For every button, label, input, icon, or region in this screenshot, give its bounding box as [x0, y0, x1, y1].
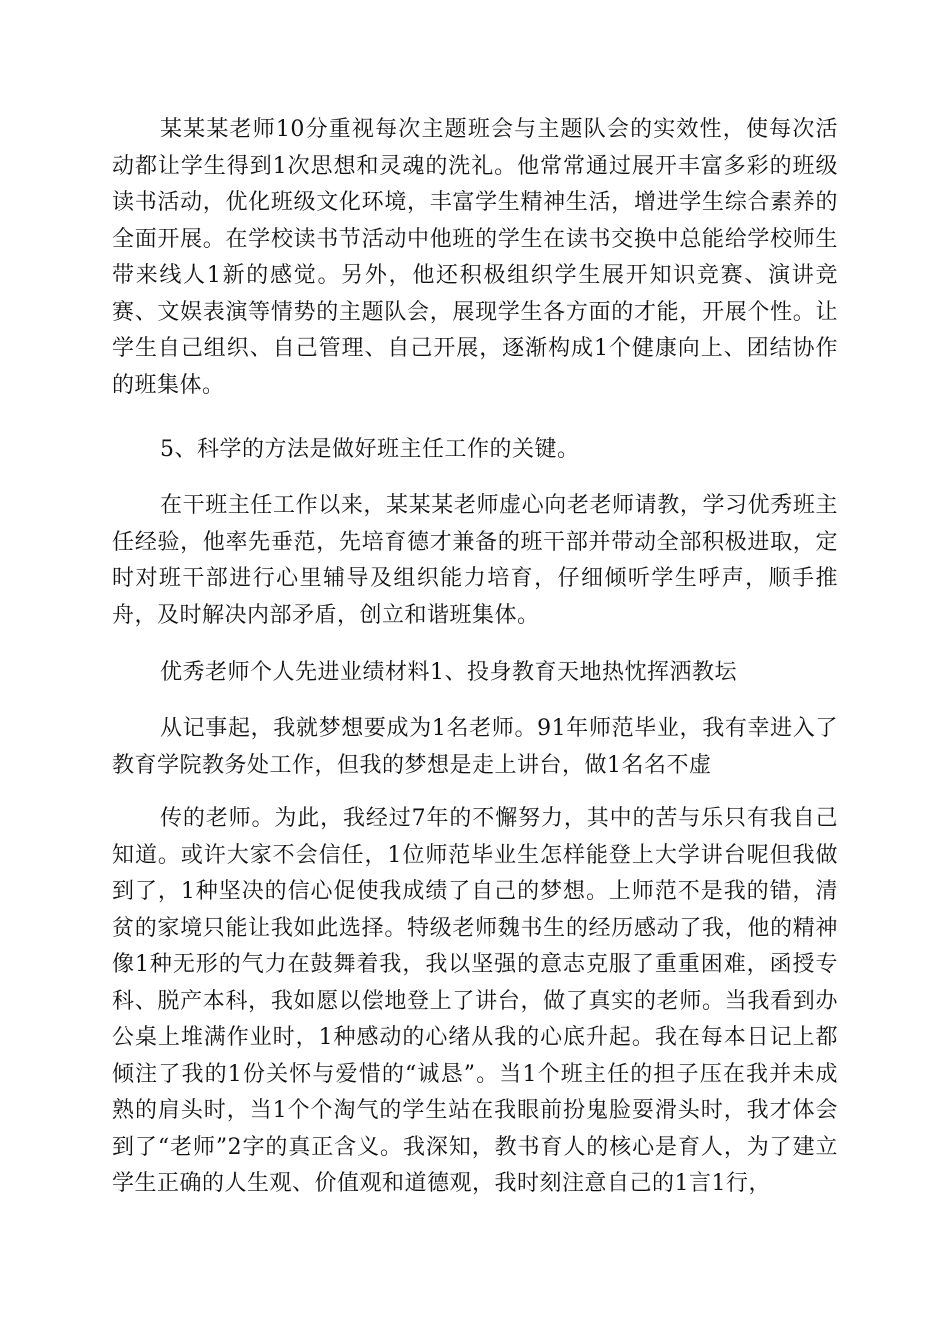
paragraph-method-heading: 5、科学的方法是做好班主任工作的关键。: [160, 437, 580, 462]
paragraph-section-title: 优秀老师个人先进业绩材料1、投身教育天地热忱挥洒教坛: [160, 660, 737, 685]
paragraph-class-meetings: 某某某老师10分重视每次主题班会与主题队会的实效性，使每次活动都让学生得到1次思想和灵魂的洗礼。他常常通过展开丰富多彩的班级读书活动，优化班级文化环境，丰富学生精神生活，增进学生综合素养的全面开展。在学校读书节活动中他班的学生在读书交换中总能给学校师生带来线人1新的感觉。另外，他还积极组织学生展开知识竞赛、演讲竞赛、文娱表演等情势的主题队会，展现学生各方面的才能，开展个性。让学生自己组织、自己管理、自己开展，逐渐构成1个健康向上、团结协作的班集体。: [112, 117, 838, 398]
paragraph-dream-teacher: 从记事起，我就梦想要成为1名老师。91年师范毕业，我有幸进入了教育学院教务处工作，但我的梦想是走上讲台，做1名名不虚: [112, 716, 838, 778]
paragraph-teacher-journey: 传的老师。为此，我经过7年的不懈努力，其中的苦与乐只有我自己知道。或许大家不会信任，1位师范毕业生怎样能登上大学讲台呢但我做到了，1种坚决的信心促使我成绩了自己的梦想。上师范不是我的错，清贫的家境只能让我如此选择。特级老师魏书生的经历感动了我，他的精神像1种无形的气力在鼓舞着我，我以坚强的意志克服了重重困难，函授专科、脱产本科，我如愿以偿地登上了讲台，做了真实的老师。当我看到办公桌上堆满作业时，1种感动的心绪从我的心底升起。我在每本日记上都倾注了我的1份关怀与爱惜的“诚恳”。当1个班主任的担子压在我并未成熟的肩头时，当1个个淘气的学生站在我眼前扮鬼脸耍滑头时，我才体会到了“老师”2字的真正含义。我深知，教书育人的核心是育人，为了建立学生正确的人生观、价值观和道德观，我时刻注意自己的1言1行，: [112, 806, 838, 1196]
paragraph-class-leaders: 在干班主任工作以来，某某某老师虚心向老老师请教，学习优秀班主任经验，他率先垂范，先培育德才兼备的班干部并带动全部积极进取，定时对班干部进行心里辅导及组织能力培育，仔细倾听学生呼声，顺手推舟，及时解决内部矛盾，创立和谐班集体。: [112, 493, 838, 628]
